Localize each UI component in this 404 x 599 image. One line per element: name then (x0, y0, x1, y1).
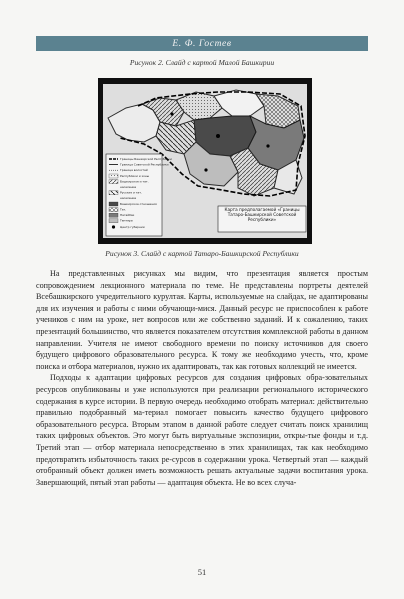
map-figure (98, 78, 312, 244)
figure-2-caption: Рисунок 2. Слайд с картой Малой Башкирии (129, 58, 275, 67)
svg-text:Границы Башкирской Республики: Границы Башкирской Республики (120, 157, 172, 161)
body-text (36, 268, 368, 488)
paragraph: Подходы к адаптации цифровых ресурсов для создания цифровых обра-зовательных ресурсов опубликованы и уже используются при реализации регионального исторического содержания в курсе истории. В первую очередь необходимо отобрать материал: действительно правильно подобранный ма-териал помогает повысить качество будущего цифрового образовательного ресурса. Вторым этапом в данной работе следует считать поиск хранилищ таких цифровых объектов. Это могут быть виртуальные экспозиции, откры-тые фонды и т.д. Третий этап — отбор материала непосредственно в этих хранилищах, так как необходимо предотвратить избыточность таких ре-сурсов в содержании урока. Четвертый этап — каждый отобранный объект должен иметь возможность решать актуальные задачи воспитания урока. Завершающий, пятый этап работы — адаптация объекта. Не во всех случа- (36, 373, 368, 487)
running-title: Е. Ф. Гостев (172, 38, 232, 49)
city-marker (266, 144, 269, 147)
svg-text:Тептяри: Тептяри (120, 218, 133, 223)
paragraph: На представленных рисунках мы видим, что презентация является простым сопровождением лекционного материала по теме. Не представлены портреты деятелей Всебашкирского учредительного курултая. Карты, используемые на слайдах, не адаптированы для их изучения и работы с ними обучающи-мися. Данный ресурс не приспособлен к работе учеников с ним на уроке, нет вопросов или же собственно заданий. И к сожалению, таких презентаций большинство, что является показателем отсутствия комплексной работы в данном направлении. Учителя не имеют свободного времени по поиску источников для своего будущего цифрового образовательного ресурса. К тому же необходимо учесть, что, кроме поиска и отбора материалов, нужно их адаптировать, так как готовых коллекций не имеется. (36, 269, 368, 371)
figure-3-caption: Рисунок 3. Слайд с картой Татаро-Башкирской Республики (105, 249, 299, 258)
city-marker (170, 112, 173, 115)
map-image (98, 78, 312, 244)
page-number: 51 (197, 567, 207, 577)
map-inset-title: Карта предполагаемой «Границы Татаро-Башкирской Советской Республики» (224, 207, 300, 223)
svg-text:Башкирское отношения: Башкирское отношения (120, 201, 157, 206)
city-marker (204, 168, 207, 171)
svg-text:Республики и зоны: Республики и зоны (120, 173, 150, 178)
svg-text:Тат.: Тат. (120, 207, 127, 212)
running-header (36, 36, 368, 51)
city-marker (216, 134, 220, 138)
map-title-box (218, 206, 306, 232)
svg-text:Граница волостей: Граница волостей (120, 168, 148, 173)
svg-text:Башкирское и тат.: Башкирское и тат. (120, 179, 149, 184)
svg-text:Нагайбак: Нагайбак (120, 213, 135, 217)
svg-text:Граница Советской Республики: Граница Советской Республики (120, 162, 169, 167)
svg-text:Центр губернии: Центр губернии (120, 225, 145, 230)
map-legend (106, 154, 172, 236)
svg-text:Русские и тат.: Русские и тат. (120, 190, 142, 195)
svg-text:население: население (120, 185, 137, 189)
svg-text:население: население (120, 196, 137, 201)
